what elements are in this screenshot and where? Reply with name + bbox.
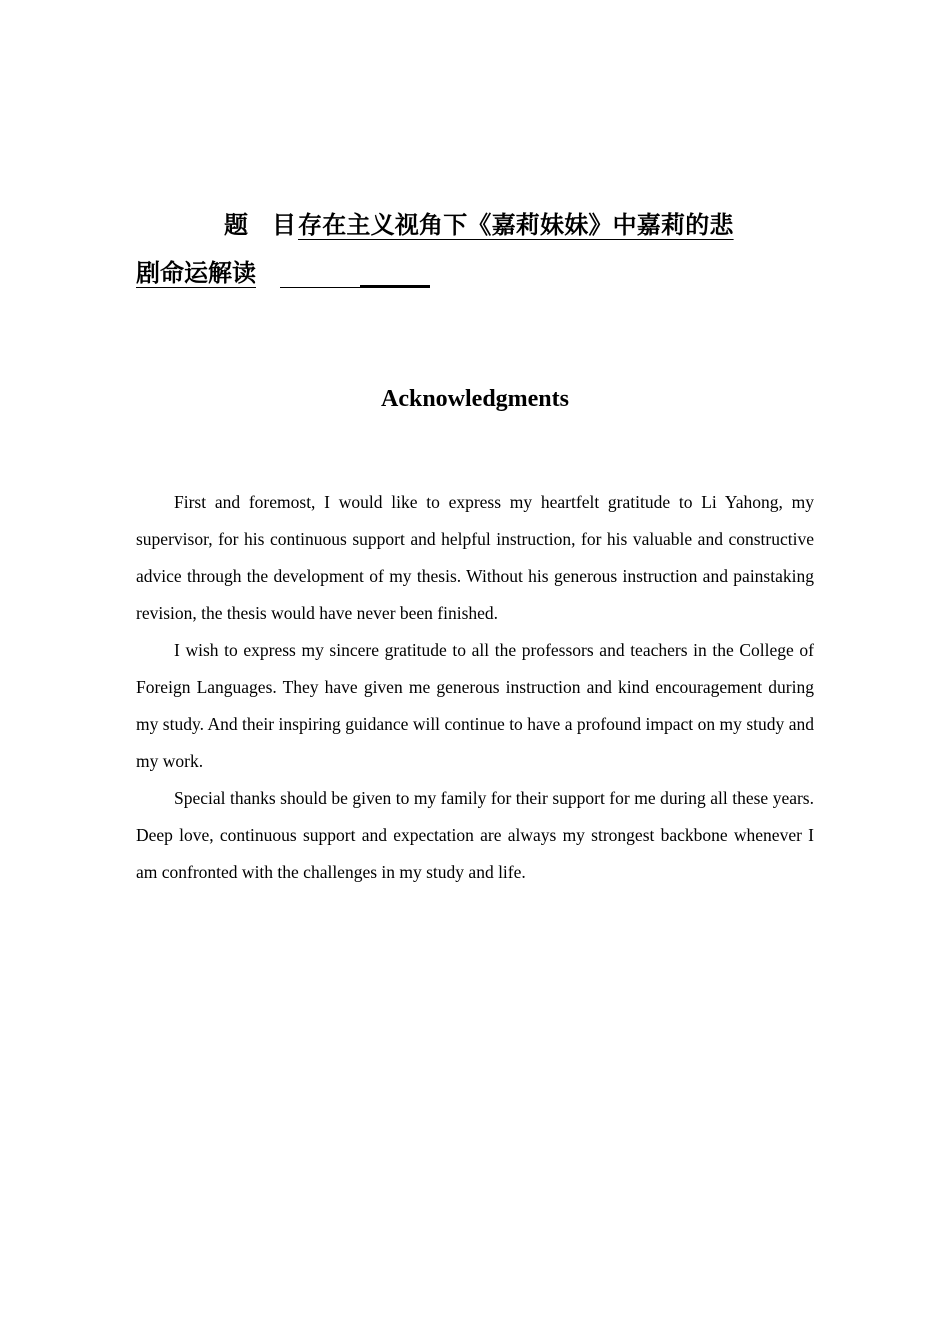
- title-underline-bar: [360, 285, 430, 288]
- paragraph-supervisor: First and foremost, I would like to express my heartfelt gratitude to Li Yahong, my supervisor, for his continuous support and helpful instruction, for his valuable and constructive advice through the development of my thesis. Without his generous instruction and painstaking revision, the thesis would have never been finished.: [136, 492, 814, 623]
- thesis-title-line-1: 存在主义视角下《嘉莉妹妹》中嘉莉的悲: [298, 211, 734, 239]
- acknowledgments-body: [136, 484, 814, 891]
- paragraph-family: Special thanks should be given to my family for their support for me during all these years. Deep love, continuous support and expectation are always my strongest backbone whenever I am confronted with the challenges in my study and life.: [136, 788, 814, 882]
- acknowledgments-heading: Acknowledgments: [380, 386, 569, 412]
- title-underline-fill: [280, 287, 360, 288]
- title-label: 题 目: [224, 211, 296, 239]
- paragraph-professors: I wish to express my sincere gratitude to all the professors and teachers in the College of Foreign Languages. They have given me generous instruction and kind encouragement during my study. And their inspiring guidance will continue to have a profound impact on my study and my work.: [136, 640, 814, 771]
- thesis-title-line-2: 剧命运解读: [136, 259, 256, 287]
